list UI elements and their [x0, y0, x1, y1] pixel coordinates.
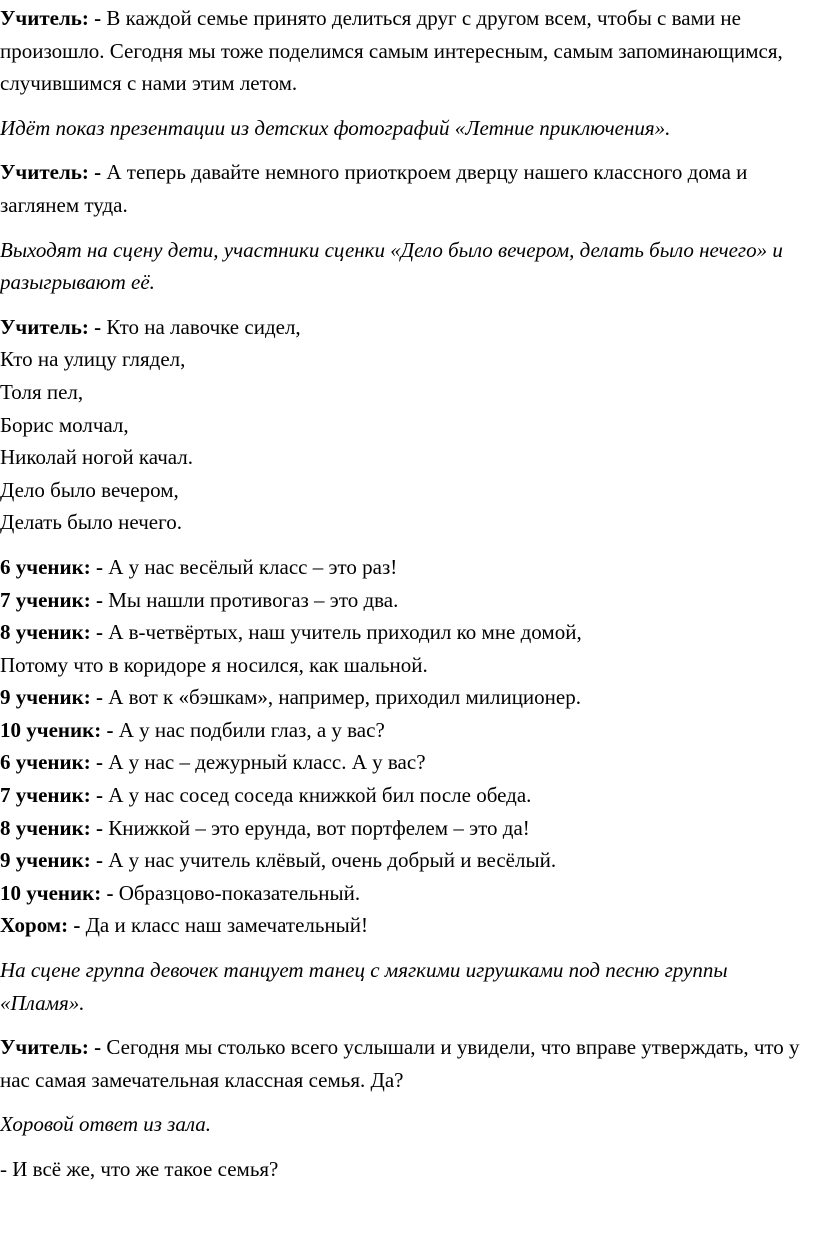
verse-block: [0, 311, 812, 539]
line-text: А у нас – дежурный класс. А у вас?: [102, 750, 426, 775]
line-text: Кто на улицу глядел,: [0, 347, 186, 372]
dialogue-line: [0, 681, 812, 714]
stage-direction-text: На сцене группа девочек танцует танец с мягкими игрушками под песню группы «Пламя».: [0, 958, 728, 1015]
speech-paragraph: [0, 1031, 812, 1096]
dialogue-line: [0, 506, 812, 539]
speaker-label: Учитель: -: [0, 160, 102, 185]
speaker-label: 7 ученик: -: [0, 783, 103, 808]
stage-direction: [0, 1108, 812, 1141]
plain-paragraph: [0, 1153, 812, 1186]
speaker-label: 8 ученик: -: [0, 815, 103, 840]
line-text: Книжкой – это ерунда, вот портфелем – это да!: [102, 815, 530, 840]
dialogue-line: [0, 311, 812, 344]
line-text: Толя пел,: [0, 379, 84, 404]
line-text: Кто на лавочке сидел,: [101, 314, 301, 339]
dialogue-line: [0, 409, 812, 442]
line-text: Да и класс наш замечательный!: [80, 913, 369, 938]
dialogue-line: [0, 714, 812, 747]
speaker-label: Учитель: -: [0, 6, 102, 30]
dialogue-line: [0, 844, 812, 877]
speaker-label: Учитель: -: [0, 1035, 102, 1060]
dialogue-line: [0, 616, 812, 649]
line-text: Образцово-показательный.: [113, 880, 361, 905]
paragraph-text: - И всё же, что же такое семья?: [0, 1157, 279, 1181]
dialogue-line: [0, 343, 812, 376]
dialogue-line: [0, 877, 812, 910]
dialogue-line: [0, 156, 812, 221]
stage-direction-text: Выходят на сцену дети, участники сценки «Дело было вечером, делать было нечего» и разыгрывают её.: [0, 237, 783, 295]
speaker-label: 10 ученик: -: [0, 880, 114, 905]
speaker-label: 6 ученик: -: [0, 554, 103, 579]
stage-direction: [0, 954, 812, 1019]
line-text: В каждой семье принято делиться друг с другом всем, чтобы с вами не произошло. Сегодня мы тоже поделимся самым интересным, самым запоминающимся, случившимся с нами этим летом.: [0, 6, 783, 96]
speaker-label: Хором: -: [0, 913, 81, 938]
speaker-label: 9 ученик: -: [0, 848, 103, 873]
dialogue-line: [0, 909, 812, 942]
stage-direction: [0, 234, 812, 299]
line-text: Дело было вечером,: [0, 477, 179, 502]
line-text: Потому что в коридоре я носился, как шальной.: [0, 652, 428, 677]
dialogue-line: [0, 551, 812, 584]
line-text: Николай ногой качал.: [0, 445, 194, 470]
speaker-label: 8 ученик: -: [0, 620, 103, 645]
verse-block: [0, 551, 812, 942]
speaker-label: 9 ученик: -: [0, 685, 103, 710]
speech-paragraph: [0, 156, 812, 221]
speaker-label: 10 ученик: -: [0, 717, 114, 742]
dialogue-line: [0, 441, 812, 474]
dialogue-line: [0, 584, 812, 617]
dialogue-line: [0, 474, 812, 507]
speech-paragraph: [0, 2, 812, 100]
line-text: Борис молчал,: [0, 412, 129, 437]
line-text: А теперь давайте немного приоткроем дверцу нашего классного дома и заглянем туда.: [0, 160, 748, 217]
speaker-label: Учитель: -: [0, 314, 102, 339]
line-text: Мы нашли противогаз – это два.: [102, 587, 399, 612]
stage-direction-text: Хоровой ответ из зала.: [0, 1112, 212, 1137]
dialogue-line: [0, 1031, 812, 1096]
dialogue-line: [0, 649, 812, 682]
line-text: А у нас сосед соседа книжкой бил после обеда.: [102, 783, 532, 808]
speaker-label: 7 ученик: -: [0, 587, 103, 612]
dialogue-line: [0, 812, 812, 845]
dialogue-line: [0, 2, 812, 100]
line-text: А в-четвёртых, наш учитель приходил ко мне домой,: [102, 620, 582, 645]
line-text: Сегодня мы столько всего услышали и увидели, что вправе утверждать, что у нас самая замечательная классная семья. Да?: [0, 1035, 800, 1092]
stage-direction-text: Идёт показ презентации из детских фотографий «Летние приключения».: [0, 115, 671, 140]
speaker-label: 6 ученик: -: [0, 750, 103, 775]
line-text: А у нас подбили глаз, а у вас?: [113, 717, 385, 742]
dialogue-line: [0, 376, 812, 409]
stage-direction: [0, 112, 812, 145]
line-text: А у нас учитель клёвый, очень добрый и весёлый.: [102, 848, 557, 873]
dialogue-line: [0, 779, 812, 812]
line-text: Делать было нечего.: [0, 510, 182, 535]
line-text: А у нас весёлый класс – это раз!: [102, 554, 398, 579]
line-text: А вот к «бэшкам», например, приходил милиционер.: [102, 685, 581, 710]
dialogue-line: [0, 746, 812, 779]
